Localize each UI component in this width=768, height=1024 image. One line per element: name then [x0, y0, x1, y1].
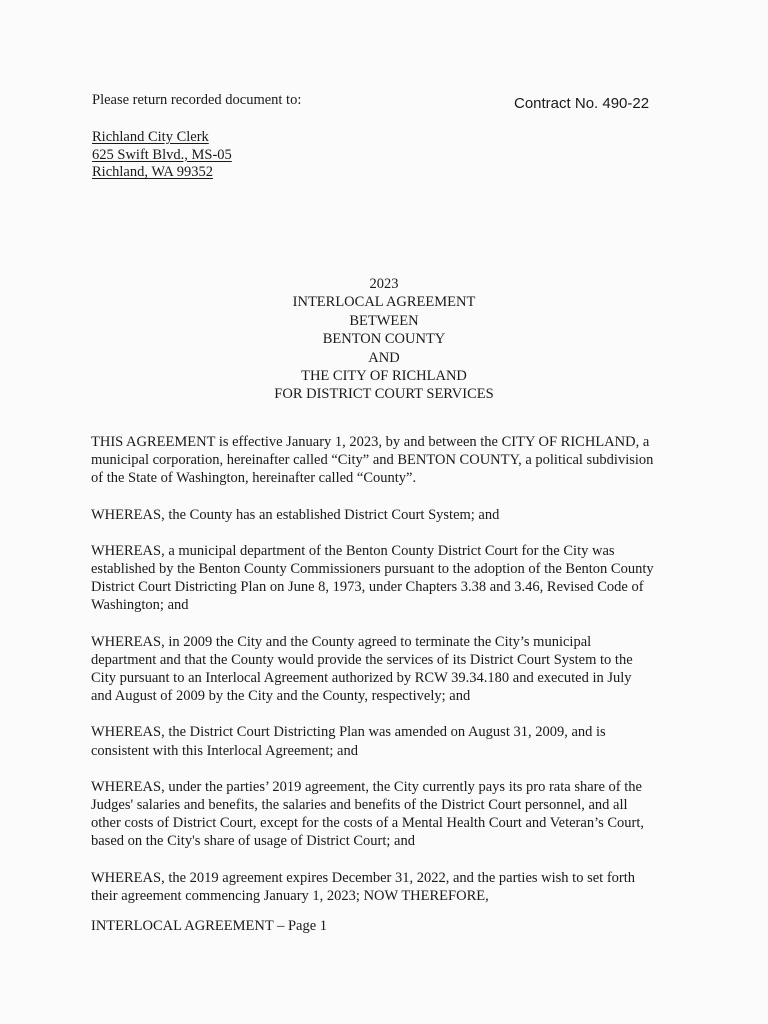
title-line-1: INTERLOCAL AGREEMENT [292, 294, 476, 311]
text-line: other costs of District Court, except for the costs of a Mental Health Court and Veteran’s Court, [91, 815, 645, 832]
agreement-body [91, 433, 691, 923]
paragraph-whereas-1 [91, 506, 691, 524]
text-line: based on the City's share of usage of District Court; and [91, 833, 415, 850]
text-line: their agreement commencing January 1, 2023; NOW THEREFORE, [91, 887, 489, 904]
paragraph-whereas-4 [91, 723, 691, 759]
text-line: municipal corporation, hereinafter called “City” and BENTON COUNTY, a political subdivision [91, 452, 654, 469]
paragraph-whereas-5 [91, 778, 691, 851]
title-year: 2023 [369, 276, 399, 292]
text-line: THIS AGREEMENT is effective January 1, 2023, by and between the CITY OF RICHLAND, a [91, 434, 650, 450]
text-line: consistent with this Interlocal Agreement; and [91, 742, 358, 759]
title-line-6: FOR DISTRICT COURT SERVICES [274, 386, 494, 403]
text-line: City pursuant to an Interlocal Agreement authorized by RCW 39.34.180 and executed in July [91, 670, 632, 687]
title-line-4: AND [368, 349, 400, 366]
text-line: WHEREAS, in 2009 the City and the County agreed to terminate the City’s municipal [91, 633, 592, 650]
address-line-1: Richland City Clerk [92, 129, 209, 145]
text-line: District Court Districting Plan on June 8, 1973, under Chapters 3.38 and 3.46, Revised Code of [91, 579, 644, 596]
text-line: Judges' salaries and benefits, the salaries and benefits of the District Court personnel, and all [91, 797, 628, 814]
document-title [0, 275, 768, 404]
text-line: WHEREAS, the 2019 agreement expires December 31, 2022, and the parties wish to set forth [91, 869, 636, 886]
title-line-3: BENTON COUNTY [322, 331, 446, 348]
text-line: established by the Benton County Commissioners pursuant to the adoption of the Benton County [91, 561, 654, 578]
paragraph-whereas-2 [91, 542, 691, 615]
text-line: WHEREAS, the District Court Districting Plan was amended on August 31, 2009, and is [91, 724, 606, 741]
address-line-2: 625 Swift Blvd., MS-05 [92, 146, 232, 163]
address-line-3: Richland, WA 99352 [92, 164, 213, 180]
paragraph-whereas-3 [91, 633, 691, 706]
text-line: WHEREAS, a municipal department of the Benton County District Court for the City was [91, 542, 615, 559]
paragraph-effective [91, 433, 691, 488]
title-line-5: THE CITY OF RICHLAND [301, 368, 467, 385]
return-instructions: Please return recorded document to: [92, 92, 302, 108]
text-line: and August of 2009 by the City and the County, respectively; and [91, 688, 471, 705]
text-line: WHEREAS, under the parties’ 2019 agreement, the City currently pays its pro rata share of the [91, 778, 642, 795]
contract-number: Contract No. 490-22 [514, 95, 650, 112]
text-line: of the State of Washington, hereinafter called “County”. [91, 470, 417, 487]
text-line: Washington; and [91, 597, 189, 614]
text-line: WHEREAS, the County has an established District Court System; and [91, 506, 500, 523]
page-footer: INTERLOCAL AGREEMENT – Page 1 [91, 918, 328, 934]
title-line-2: BETWEEN [349, 312, 419, 329]
text-line: department and that the County would provide the services of its District Court System to the [91, 651, 633, 668]
return-address [92, 129, 232, 182]
paragraph-whereas-6 [91, 869, 691, 905]
